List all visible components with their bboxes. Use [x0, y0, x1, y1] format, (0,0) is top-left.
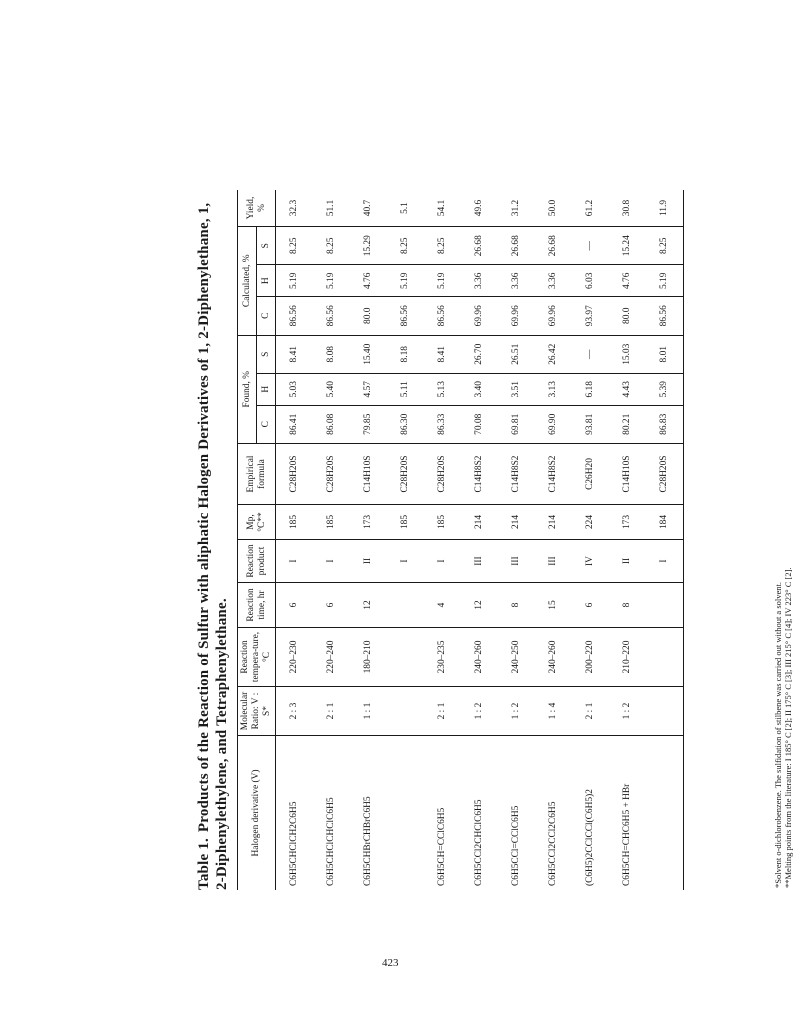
cell-temp: 240–260 [461, 628, 498, 687]
cell-formula: C14H8S2 [498, 444, 535, 505]
table-row [424, 190, 461, 890]
cell-cc: 80.0 [609, 297, 646, 335]
cell-derivative: C6H5CHBrCHBrC6H5 [363, 796, 373, 886]
cell-product: III [498, 540, 535, 583]
cell-product: I [313, 540, 350, 583]
cell-fh: 3.51 [498, 373, 535, 405]
cell-fc: 86.83 [646, 405, 684, 443]
cell-cc: 86.56 [276, 297, 314, 335]
cell-yield: 51.1 [313, 190, 350, 227]
table-row [276, 190, 314, 890]
cell-mp: 185 [424, 505, 461, 540]
cell-ch: 3.36 [498, 265, 535, 297]
cell-formula: C14H10S [350, 444, 387, 505]
cell-cs: 8.25 [646, 227, 684, 266]
cell-mp: 214 [498, 505, 535, 540]
cell-fc: 86.30 [387, 405, 424, 443]
cell-cs: 15.24 [609, 227, 646, 266]
cell-time: 12 [461, 583, 498, 628]
cell-mp: 185 [276, 505, 314, 540]
cell-ch: 3.36 [461, 265, 498, 297]
footnote-solvent: *Solvent o-dichlorobenzene. The sulfidation of stilbene was carried out without a solvent. [773, 581, 783, 888]
cell-derivative: C6H5CHClCH2C6H5 [289, 801, 299, 886]
cell-fh: 3.40 [461, 373, 498, 405]
cell-ratio: 2 : 1 [424, 687, 461, 736]
cell-product: I [646, 540, 684, 583]
table-label: Table 1. [196, 838, 212, 890]
cell-fh: 3.13 [535, 373, 572, 405]
cell-ch: 5.19 [424, 265, 461, 297]
cell-mp: 173 [609, 505, 646, 540]
cell-fc: 86.08 [313, 405, 350, 443]
cell-time [387, 583, 424, 628]
cell-derivative [646, 736, 684, 891]
cell-ratio: 1 : 1 [350, 687, 387, 736]
table-row [461, 190, 498, 890]
cell-yield: 54.1 [424, 190, 461, 227]
cell-fc: 70.08 [461, 405, 498, 443]
cell-cc: 86.56 [424, 297, 461, 335]
cell-ratio [646, 687, 684, 736]
cell-fs: — [572, 335, 609, 373]
table-row [609, 190, 646, 890]
cell-derivative: C6H5CCl2CHClC6H5 [474, 799, 484, 886]
cell-formula: C28H20S [387, 444, 424, 505]
cell-mp: 224 [572, 505, 609, 540]
cell-yield: 5.1 [387, 190, 424, 227]
cell-fc: 80.21 [609, 405, 646, 443]
cell-mp: 185 [313, 505, 350, 540]
col-header-found-h: H [257, 373, 276, 405]
cell-formula: C28H20S [646, 444, 684, 505]
cell-cs: — [572, 227, 609, 266]
cell-cc: 80.0 [350, 297, 387, 335]
rotated-table-page [195, 190, 795, 890]
cell-time: 4 [424, 583, 461, 628]
cell-fs: 26.70 [461, 335, 498, 373]
cell-temp: 200–220 [572, 628, 609, 687]
cell-formula: C14H8S2 [535, 444, 572, 505]
cell-temp [387, 628, 424, 687]
cell-ratio: 1 : 2 [498, 687, 535, 736]
cell-fc: 69.90 [535, 405, 572, 443]
cell-yield: 50.0 [535, 190, 572, 227]
cell-derivative: (C6H5)2CClCCl(C6H5)2 [585, 789, 595, 886]
cell-product: I [387, 540, 424, 583]
cell-cc: 93.97 [572, 297, 609, 335]
cell-time: 6 [313, 583, 350, 628]
cell-ratio [387, 687, 424, 736]
cell-time: 8 [498, 583, 535, 628]
table-title: Products of the Reaction of Sulfur with aliphatic Halogen Derivatives of 1, 2-Diphenylethane, 1, 2-Diphenylethylene, and Tetraphenylethane. [196, 202, 230, 890]
cell-yield: 32.3 [276, 190, 314, 227]
cell-time [646, 583, 684, 628]
footnote-melting-points: **Melting points from the literature: I 185° C [2]; II 175° C [3]; III 215° C [4]; IV 223° C [2]. [783, 567, 793, 888]
col-header-yield: Yield, % [238, 190, 276, 227]
col-header-found: Found, % [238, 335, 257, 443]
cell-yield: 61.2 [572, 190, 609, 227]
cell-ch: 3.36 [535, 265, 572, 297]
cell-product: II [609, 540, 646, 583]
cell-cs: 15.29 [350, 227, 387, 266]
cell-mp: 185 [387, 505, 424, 540]
cell-temp [646, 628, 684, 687]
cell-mp: 214 [535, 505, 572, 540]
table-row [387, 190, 424, 890]
cell-mp: 184 [646, 505, 684, 540]
col-header-ratio: Molecular Ratio: V : S* [238, 687, 276, 736]
results-table [237, 190, 684, 890]
table-row [313, 190, 350, 890]
cell-ch: 6.03 [572, 265, 609, 297]
cell-product: I [424, 540, 461, 583]
col-header-calc-c: C [257, 297, 276, 335]
cell-mp: 173 [350, 505, 387, 540]
cell-ratio: 1 : 2 [461, 687, 498, 736]
col-header-formula: Empirical formula [238, 444, 276, 505]
cell-fs: 8.08 [313, 335, 350, 373]
cell-cs: 26.68 [498, 227, 535, 266]
cell-fs: 8.01 [646, 335, 684, 373]
cell-cs: 26.68 [461, 227, 498, 266]
cell-temp: 240–260 [535, 628, 572, 687]
col-header-derivative: Halogen derivative (V) [238, 736, 276, 891]
cell-fs: 26.42 [535, 335, 572, 373]
cell-temp: 180–210 [350, 628, 387, 687]
cell-cc: 86.56 [646, 297, 684, 335]
table-row [646, 190, 684, 890]
cell-derivative: C6H5CCl2CCl2C6H5 [548, 801, 558, 886]
cell-product: II [350, 540, 387, 583]
table-row [498, 190, 535, 890]
cell-cs: 8.25 [424, 227, 461, 266]
cell-cs: 8.25 [276, 227, 314, 266]
col-header-calc-s: S [257, 227, 276, 266]
cell-temp: 240–250 [498, 628, 535, 687]
cell-ch: 5.19 [313, 265, 350, 297]
cell-yield: 40.7 [350, 190, 387, 227]
cell-fs: 8.41 [276, 335, 314, 373]
cell-yield: 31.2 [498, 190, 535, 227]
cell-fs: 15.40 [350, 335, 387, 373]
col-header-mp: Mp, °C** [238, 505, 276, 540]
cell-time: 12 [350, 583, 387, 628]
cell-ch: 4.76 [350, 265, 387, 297]
table-row [572, 190, 609, 890]
cell-fc: 79.85 [350, 405, 387, 443]
cell-cc: 86.56 [313, 297, 350, 335]
cell-ratio: 2 : 3 [276, 687, 314, 736]
cell-fh: 4.43 [609, 373, 646, 405]
cell-derivative: C6H5CCl=CClC6H5 [511, 805, 521, 886]
cell-temp: 210–220 [609, 628, 646, 687]
cell-fh: 5.13 [424, 373, 461, 405]
cell-temp: 230–235 [424, 628, 461, 687]
cell-formula: C28H20S [313, 444, 350, 505]
cell-product: III [535, 540, 572, 583]
cell-time: 6 [572, 583, 609, 628]
cell-cc: 69.96 [535, 297, 572, 335]
table-row [350, 190, 387, 890]
cell-yield: 49.6 [461, 190, 498, 227]
cell-fs: 8.41 [424, 335, 461, 373]
cell-ratio: 2 : 1 [572, 687, 609, 736]
cell-time: 15 [535, 583, 572, 628]
cell-fs: 26.51 [498, 335, 535, 373]
cell-fs: 15.03 [609, 335, 646, 373]
cell-product: I [276, 540, 314, 583]
table-caption [195, 190, 231, 890]
cell-fc: 86.33 [424, 405, 461, 443]
cell-mp: 214 [461, 505, 498, 540]
cell-cs: 8.25 [387, 227, 424, 266]
cell-ratio: 1 : 2 [609, 687, 646, 736]
cell-fh: 5.11 [387, 373, 424, 405]
cell-ch: 5.19 [646, 265, 684, 297]
page-number: 423 [382, 957, 399, 969]
cell-ratio: 2 : 1 [313, 687, 350, 736]
cell-formula: C28H20S [424, 444, 461, 505]
cell-cc: 86.56 [387, 297, 424, 335]
cell-yield: 11.9 [646, 190, 684, 227]
cell-fh: 5.39 [646, 373, 684, 405]
cell-temp: 220–230 [276, 628, 314, 687]
cell-derivative: C6H5CH=CHC6H5 + HBr [622, 783, 632, 886]
cell-cc: 69.96 [461, 297, 498, 335]
cell-product: IV [572, 540, 609, 583]
cell-temp: 220–240 [313, 628, 350, 687]
cell-derivative [387, 736, 424, 891]
cell-cs: 8.25 [313, 227, 350, 266]
cell-fh: 5.40 [313, 373, 350, 405]
table-row [535, 190, 572, 890]
cell-fh: 5.03 [276, 373, 314, 405]
cell-time: 8 [609, 583, 646, 628]
cell-fs: 8.18 [387, 335, 424, 373]
col-header-found-c: C [257, 405, 276, 443]
cell-ch: 5.19 [276, 265, 314, 297]
cell-formula: C28H20S [276, 444, 314, 505]
cell-cs: 26.68 [535, 227, 572, 266]
table-body [276, 190, 684, 890]
cell-fh: 6.18 [572, 373, 609, 405]
cell-fc: 69.81 [498, 405, 535, 443]
cell-formula: C14H10S [609, 444, 646, 505]
footnotes [773, 188, 793, 888]
cell-formula: C26H20 [572, 444, 609, 505]
col-header-found-s: S [257, 335, 276, 373]
cell-formula: C14H8S2 [461, 444, 498, 505]
cell-yield: 30.8 [609, 190, 646, 227]
cell-ch: 5.19 [387, 265, 424, 297]
col-header-temp: Reaction tempera-ture, °C [238, 628, 276, 687]
cell-ch: 4.76 [609, 265, 646, 297]
cell-fc: 93.81 [572, 405, 609, 443]
col-header-calculated: Calculated, % [238, 227, 257, 336]
col-header-time: Reaction time, hr [238, 583, 276, 628]
cell-derivative: C6H5CHClCHClC6H5 [326, 797, 336, 886]
cell-derivative: C6H5CH=CClC6H5 [437, 807, 447, 886]
col-header-product: Reaction product [238, 540, 276, 583]
cell-fc: 86.41 [276, 405, 314, 443]
cell-fh: 4.57 [350, 373, 387, 405]
cell-cc: 69.96 [498, 297, 535, 335]
cell-time: 6 [276, 583, 314, 628]
cell-product: III [461, 540, 498, 583]
cell-ratio: 1 : 4 [535, 687, 572, 736]
col-header-calc-h: H [257, 265, 276, 297]
